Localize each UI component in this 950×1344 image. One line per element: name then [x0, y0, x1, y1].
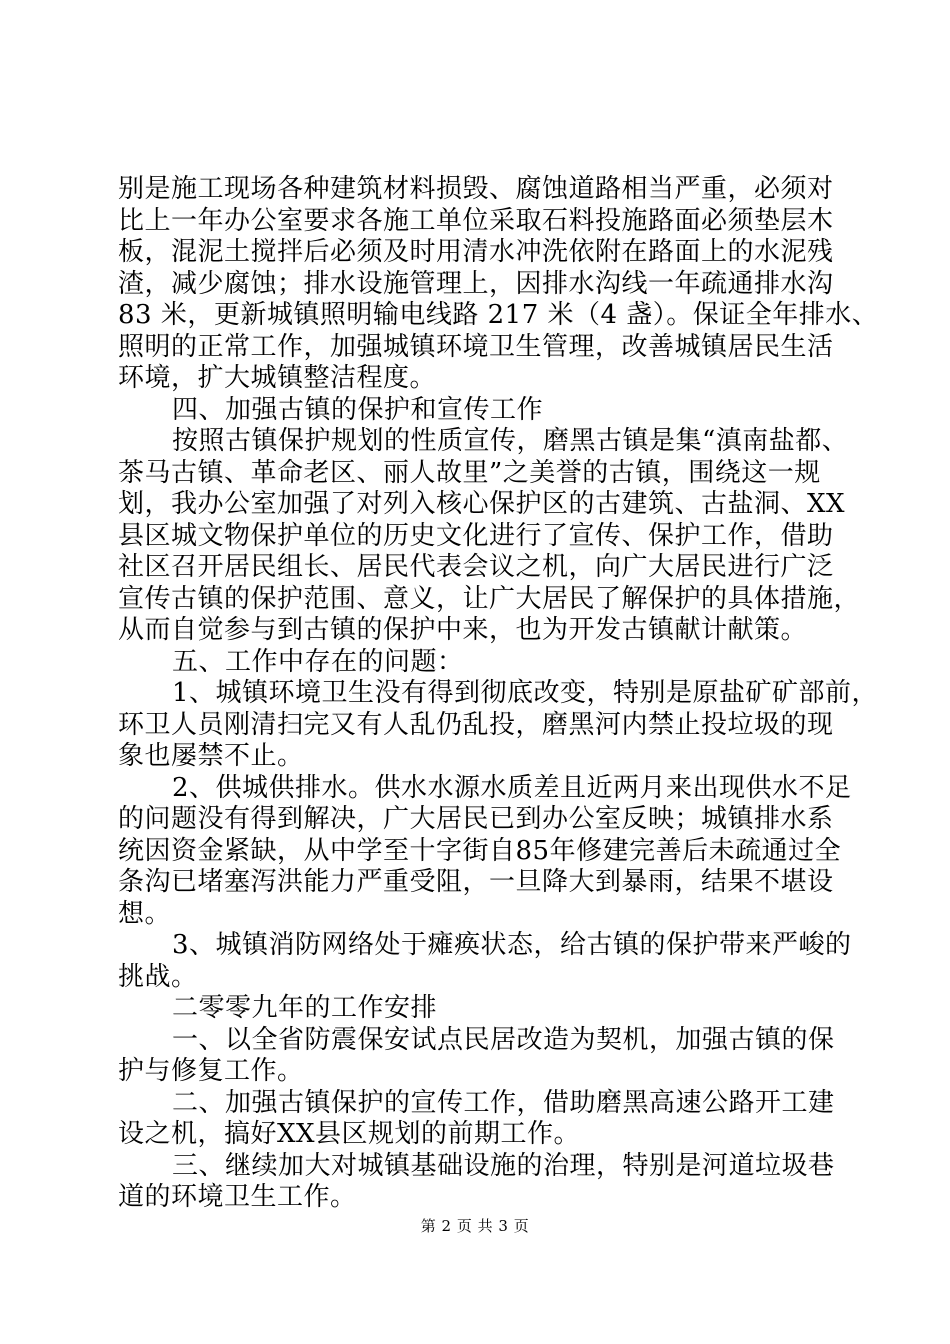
body-text-line: 象也屡禁不止。 [118, 741, 304, 771]
body-text-line: 板，混泥土搅拌后必须及时用清水冲洗依附在路面上的水泥残 [118, 237, 834, 267]
body-text-line: 茶马古镇、革命老区、丽人故里”之美誉的古镇，围绕这一规 [118, 458, 821, 488]
body-text-line: 环卫人员刚清扫完又有人乱仍乱投，磨黑河内禁止投垃圾的现 [118, 710, 834, 740]
body-text-line: 一、以全省防震保安试点民居改造为契机，加强古镇的保 [172, 1025, 835, 1055]
body-text-line: 护与修复工作。 [118, 1056, 304, 1086]
page-number-footer: 第 2 页 共 3 页 [420, 1217, 530, 1235]
body-text-line: 照明的正常工作，加强城镇环境卫生管理，改善城镇居民生活 [118, 332, 834, 362]
body-text-line: 挑战。 [118, 962, 198, 992]
body-text-line: 设之机，搞好XX县区规划的前期工作。 [118, 1119, 581, 1149]
section-heading: 二零零九年的工作安排 [172, 993, 438, 1023]
body-text-line: 宣传古镇的保护范围、意义，让广大居民了解保护的具体措施， [118, 584, 861, 614]
body-text-line: 想。 [118, 899, 172, 929]
body-text-line: 2、供城供排水。供水水源水质差且近两月来出现供水不足 [172, 773, 852, 803]
body-text-line: 二、加强古镇保护的宣传工作，借助磨黑高速公路开工建 [172, 1088, 835, 1118]
section-heading: 四、加强古镇的保护和宣传工作 [172, 395, 544, 425]
body-text-line: 划，我办公室加强了对列入核心保护区的古建筑、古盐洞、XX [118, 489, 846, 519]
body-text-line: 别是施工现场各种建筑材料损毁、腐蚀道路相当严重，必须对 [118, 174, 834, 204]
body-text-line: 条沟已堵塞泻洪能力严重受阻，一旦降大到暴雨，结果不堪设 [118, 867, 834, 897]
body-text-line: 社区召开居民组长、居民代表会议之机，向广大居民进行广泛 [118, 552, 834, 582]
body-text-line: 从而自觉参与到古镇的保护中来，也为开发古镇献计献策。 [118, 615, 808, 645]
body-text-line: 1、城镇环境卫生没有得到彻底改变，特别是原盐矿矿部前， [172, 678, 879, 708]
body-text-line: 环境，扩大城镇整洁程度。 [118, 363, 437, 393]
body-text-line: 按照古镇保护规划的性质宣传，磨黑古镇是集“滇南盐都、 [172, 426, 849, 456]
body-text-line: 道的环境卫生工作。 [118, 1182, 357, 1212]
body-text-line: 三、继续加大对城镇基础设施的治理，特别是河道垃圾巷 [172, 1151, 835, 1181]
body-text-line: 83 米，更新城镇照明输电线路 217 米（4 盏）。保证全年排水、 [118, 300, 879, 330]
body-text-line: 统因资金紧缺，从中学至十字街自85年修建完善后未疏通过全 [118, 836, 842, 866]
section-heading: 五、工作中存在的问题： [172, 647, 464, 677]
body-text-line: 3、城镇消防网络处于瘫痪状态，给古镇的保护带来严峻的 [172, 930, 852, 960]
body-text-line: 县区城文物保护单位的历史文化进行了宣传、保护工作，借助 [118, 521, 834, 551]
body-text-line: 的问题没有得到解决，广大居民已到办公室反映；城镇排水系 [118, 804, 834, 834]
body-text-line: 渣，减少腐蚀；排水设施管理上，因排水沟线一年疏通排水沟 [118, 269, 834, 299]
body-text-line: 比上一年办公室要求各施工单位采取石料投施路面必须垫层木 [118, 206, 834, 236]
